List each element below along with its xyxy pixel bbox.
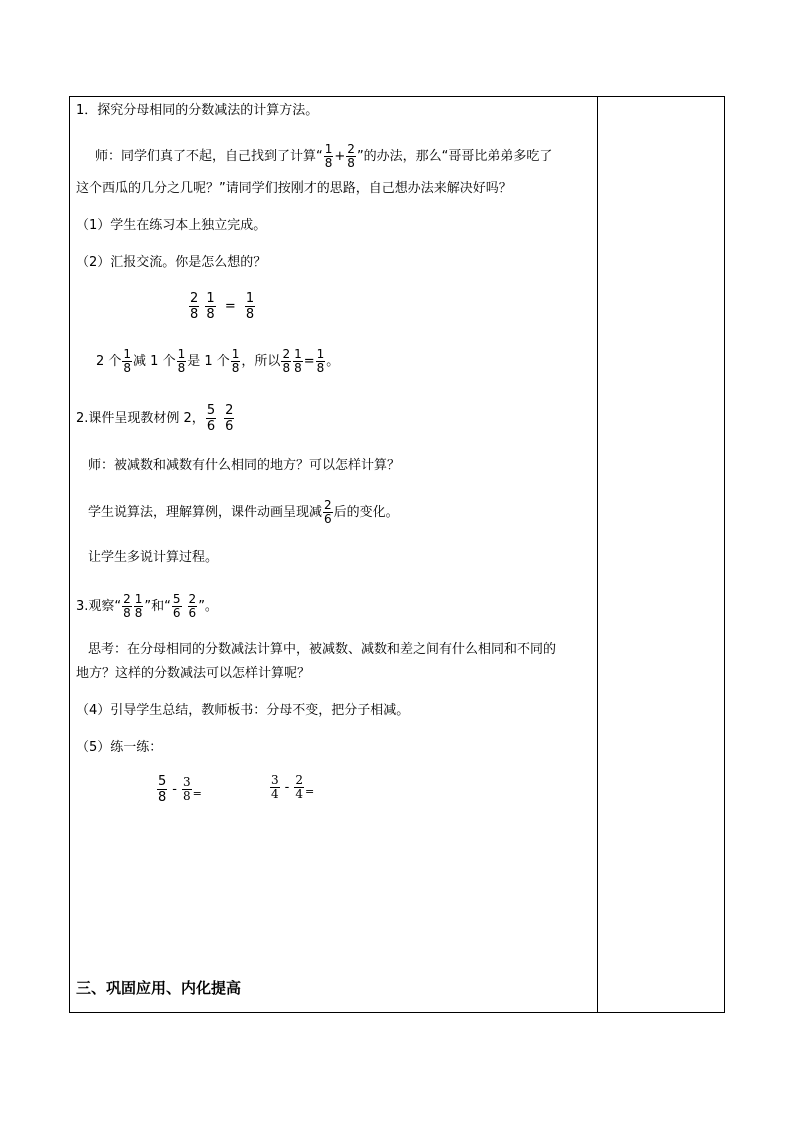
- think-line-2: 地方？这样的分数减法可以怎样计算呢？: [76, 666, 311, 681]
- student-line: 学生说算法，理解算例，课件动画呈现减 $\frac{2}{6}$ 后的变化。: [88, 498, 399, 526]
- teacher-question-2: 师：被减数和减数有什么相同的地方？可以怎样计算？: [88, 458, 401, 473]
- reasoning-line: 2 个 $\frac{1}{8}$ 减 1 个 $\frac{1}{8}$ 是 1 个 $\frac{1}{8}$ ，所以 $\frac{2}{8}$ $\frac{1}{8}$ = $\frac{1}{8}$ 。: [96, 347, 340, 375]
- equation-2-8-minus-1-8: $\frac{2}{8}$ $\frac{1}{8}$ = $\frac{1}{8}$: [190, 291, 255, 322]
- step-1: （1）学生在练习本上独立完成。: [76, 218, 267, 233]
- practice-3-4-minus-2-4: $\frac{3}{4}$ - $\frac{2}{4}$ $_=$: [271, 773, 315, 801]
- lesson-table: [69, 96, 725, 1013]
- section-2-title: 2.课件呈现教材例 2， $\frac{5}{6}$ $\frac{2}{6}$: [76, 403, 234, 434]
- teacher-line-2: 这个西瓜的几分之几呢？”请同学们按刚才的思路，自己想办法来解决好吗？: [76, 181, 512, 196]
- teacher-line-1: 师：同学们真了不起，自己找到了计算“ $\frac{1}{8}$ + $\frac{2}{8}$ ”的办法，那么“哥哥比弟弟多吃了: [95, 142, 553, 170]
- think-line-1: 思考：在分母相同的分数减法计算中，被减数、减数和差之间有什么相同和不同的: [88, 642, 557, 657]
- part-3-heading: 三、巩固应用、内化提高: [76, 979, 242, 997]
- step-2: （2）汇报交流。你是怎么想的？: [76, 255, 267, 270]
- content-cell: [70, 97, 597, 1012]
- step-5: （5）练一练：: [76, 740, 163, 755]
- fraction-2-8: $\frac{2}{8}$: [347, 142, 355, 170]
- section-1-title: 1．探究分母相同的分数减法的计算方法。: [76, 103, 319, 118]
- column-divider: [597, 97, 598, 1012]
- section-3-observe: 3.观察“ $\frac{2}{8}$ $\frac{1}{8}$ ”和“ $\frac{5}{6}$ $\frac{2}{6}$ ”。: [76, 592, 218, 620]
- let-students-say: 让学生多说计算过程。: [88, 550, 219, 565]
- practice-5-8-minus-3-8: $\frac{5}{8}$ - $\frac{3}{8}$ $_=$: [158, 774, 202, 805]
- step-4: （4）引导学生总结，教师板书：分母不变，把分子相减。: [76, 703, 410, 718]
- fraction-1-8: $\frac{1}{8}$: [324, 142, 333, 170]
